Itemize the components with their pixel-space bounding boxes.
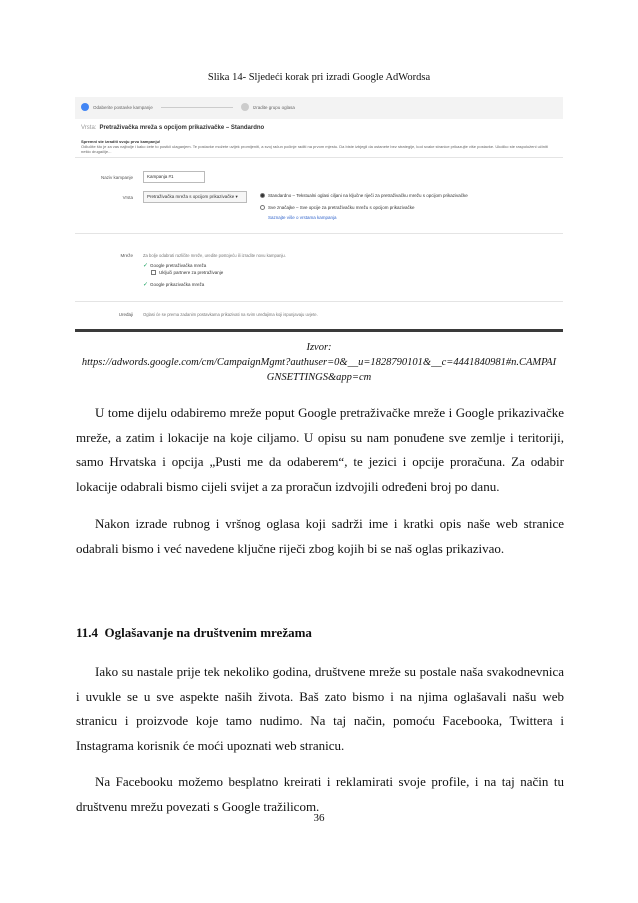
step-connector [161, 107, 233, 108]
campaign-type-select[interactable]: Pretraživačka mreža s opcijom prikazivačke ▾ [143, 191, 247, 203]
step-1-icon [81, 103, 89, 111]
chevron-down-icon: ▾ [235, 194, 238, 199]
figure-caption: Slika 14- Sljedeći korak pri izradi Google AdWordsa [207, 72, 431, 83]
network-display[interactable]: ✓ Google prikazivačka mreža [143, 282, 205, 288]
settings-panel [75, 119, 563, 329]
source-url-cont: GNSETTINGS&app=cm [266, 372, 372, 383]
paragraph: Na Facebooku možemo besplatno kreirati i reklamirati svoje profile, i na taj način tu društvenu mrežu povezati s Google tražilicom. [76, 774, 564, 814]
networks-label: Mreže [120, 253, 133, 258]
networks-note: Za bolje odabrati različite mreže, uredite postojeću ili izradite novu kampanju. [143, 253, 286, 258]
step-1-label: Odaberite postavke kampanje [93, 104, 153, 110]
check-icon: ✓ [143, 282, 149, 288]
network-search[interactable]: ✓ Google pretraživačka mreža [143, 263, 207, 269]
step-2-icon [241, 103, 249, 111]
divider [75, 233, 563, 234]
radio-selected-icon[interactable] [260, 193, 265, 198]
paragraph: Nakon izrade rubnog i vršnog oglasa koji sadrži ime i kratki opis naše web stranice odabrali bismo i već navedene ključne riječi zbog kojih bi se naš oglas prikazivao. [76, 516, 564, 556]
step-indicator [81, 100, 295, 114]
adwords-screenshot [75, 97, 563, 332]
section-heading: 11.4 Oglašavanje na društvenim mrežama [76, 625, 312, 640]
campaign-type-header: Vrsta: Pretraživačka mreža s opcijom prikazivačke – Standardno [81, 125, 265, 131]
divider [75, 157, 563, 158]
network-search-partners[interactable]: Uključi partnere za pretraživanje [151, 270, 223, 275]
option-standard[interactable]: Standardno – Tekstualni oglasi ciljani na ključne riječi za pretraživačku mrežu s opcijom prikazivačke [260, 193, 468, 198]
checkbox-icon[interactable] [151, 270, 156, 275]
step-2-label: Izradite grupu oglasa [252, 104, 295, 110]
paragraph: Iako su nastale prije tek nekoliko godina, društvene mreže su postale naša svakodnevnica i uvukle se u sve aspekte naših života. Baš zato bismo i na njima oglašavali našu web stranicu i proizvode koje tamo nudimo. Na taj način, pomoću Facebooka, Twittera i Instagrama korisnik će moći upoznati web stranicu. [76, 664, 564, 753]
divider [75, 301, 563, 302]
campaign-name-label: Naziv kampanje [100, 175, 133, 180]
campaign-type-label: Vrsta [122, 195, 133, 200]
radio-icon[interactable] [260, 205, 265, 210]
page-number: 36 [313, 812, 325, 824]
campaign-name-input[interactable]: Kampanja #1 [143, 171, 205, 183]
campaign-types-link[interactable]: Saznajte više o vrstama kampanja [268, 215, 337, 220]
option-all-features[interactable]: Sve značajke – Sve opcije za pretraživačku mrežu s opcijom prikazivačke [260, 205, 415, 210]
devices-note: Oglasi će se prema zadanim postavkama prikazivati na svim uređajima koji ispunjavaju uvjete. [143, 312, 318, 317]
source-url: https://adwords.google.com/cm/CampaignMgmt?authuser=0&__u=1828790101&__c=4441840981#n.CAMPAI [81, 357, 557, 368]
devices-label: Uređaji [118, 312, 133, 317]
paragraph: U tome dijelu odabiremo mreže poput Google pretraživačke mreže i Google prikazivačke mreže, a zatim i lokacije na koje ciljamo. U opisu su nam ponuđene sve zemlje i teritoriji, samo Hrvatska i opcija „Pusti me da odaberem“, te jezici i opcije proračuna. Za odabir lokacije odabrali bismo cijeli svijet a za proračun izdvojili određeni broj po danu. [76, 405, 564, 494]
check-icon: ✓ [143, 263, 149, 269]
intro-text: Spremni ste izraditi svoju prvu kampanju! Odlučite što je za vas najbolje i kako ćete to postići ulaganjem. Te postavke možete uvijek promijeniti, a svoj račun počinje raditi na prvom mjestu. Da biste izbjegli da ostanete bez strategije, kod svake stranice prikazujte više postavke. Ukoliko ste raspoloženi učiniti nešto drugačije... [81, 139, 548, 154]
figure-source: Izvor: https://adwords.google.com/cm/CampaignMgmt?authuser=0&__u=1828790101&__c=4441840981#n.CAMPAI GNSETTINGS&app=cm [0, 340, 638, 385]
